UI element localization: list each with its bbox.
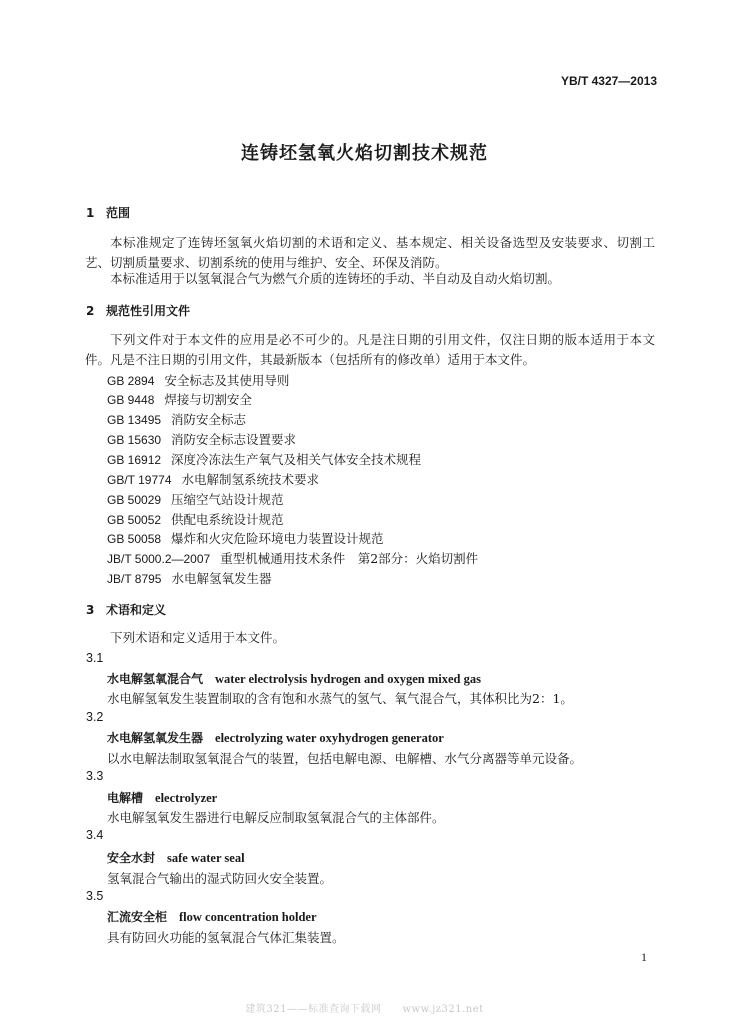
term-number: 3.3 <box>86 769 104 783</box>
section-1-para-2: 本标准适用于以氢氧混合气为燃气介质的连铸坯的手动、半自动及自动火焰切割。 <box>110 271 561 286</box>
reference-title: 安全标志及其使用导则 <box>164 373 290 388</box>
reference-title: 焊接与切割安全 <box>164 392 252 407</box>
term-definition: 水电解氢氧发生装置制取的含有饱和水蒸气的氢气、氧气混合气，其体积比为2：1。 <box>107 691 573 706</box>
reference-title: 爆炸和火灾危险环境电力装置设计规范 <box>171 531 384 546</box>
section-2-number: 2 <box>86 304 95 318</box>
term-name-en: water electrolysis hydrogen and oxygen mixed gas <box>215 672 481 686</box>
term-name <box>107 908 317 925</box>
page-number: 1 <box>641 950 647 964</box>
section-3-number: 3 <box>86 603 95 617</box>
term-name <box>107 789 217 806</box>
reference-code: JB/T 5000.2—2007 <box>107 552 211 566</box>
reference-item <box>107 450 421 468</box>
section-3-heading <box>86 601 166 618</box>
section-3-title: 术语和定义 <box>106 603 167 617</box>
reference-item <box>107 371 289 389</box>
reference-code: GB 50058 <box>107 532 162 546</box>
reference-title: 消防安全标志设置要求 <box>171 432 297 447</box>
term-definition: 具有防回火功能的氢氧混合气体汇集装置。 <box>107 930 345 945</box>
reference-code: GB/T 19774 <box>107 473 172 487</box>
term-name <box>107 849 245 866</box>
section-1-para-1 <box>85 233 655 272</box>
term-name-zh: 汇流安全柜 <box>107 910 168 924</box>
reference-title: 水电解氢氧发生器 <box>171 571 272 586</box>
reference-code: GB 2894 <box>107 374 155 388</box>
section-3-intro: 下列术语和定义适用于本文件。 <box>110 630 286 645</box>
section-2-heading <box>86 302 190 319</box>
term-definition: 氢氧混合气输出的湿式防回火安全装置。 <box>107 871 333 886</box>
reference-code: GB 50052 <box>107 513 162 527</box>
reference-title: 消防安全标志 <box>171 412 247 427</box>
reference-code: JB/T 8795 <box>107 572 162 586</box>
reference-title: 供配电系统设计规范 <box>171 512 284 527</box>
section-1-heading <box>86 204 130 221</box>
term-name <box>107 670 481 687</box>
section-2-title: 规范性引用文件 <box>106 304 191 318</box>
reference-item <box>107 569 272 587</box>
term-name-en: electrolyzing water oxyhydrogen generator <box>215 731 444 745</box>
term-name-en: safe water seal <box>167 851 245 865</box>
reference-item <box>107 549 478 567</box>
standard-code: YB/T 4327—2013 <box>560 74 657 88</box>
term-name-zh: 安全水封 <box>107 851 156 865</box>
reference-code: GB 9448 <box>107 393 155 407</box>
reference-title: 水电解制氢系统技术要求 <box>181 472 320 487</box>
site-watermark: 建筑321——标准查询下载网 www.jz321.net <box>245 1004 484 1015</box>
term-definition: 以水电解法制取氢氧混合气的装置，包括电解电源、电解槽、水气分离器等单元设备。 <box>107 751 583 766</box>
term-name <box>107 729 444 746</box>
reference-code: GB 15630 <box>107 433 162 447</box>
reference-code: GB 13495 <box>107 413 162 427</box>
term-name-zh: 水电解氢氧混合气 <box>107 672 204 686</box>
section-2-intro-text: 下列文件对于本文件的应用是必不可少的。凡是注日期的引用文件，仅注日期的版本适用于本文件。凡是不注日期的引用文件，其最新版本（包括所有的修改单）适用于本文件。 <box>85 332 655 367</box>
document-title: 连铸坯氢氧火焰切割技术规范 <box>241 143 488 164</box>
reference-item <box>107 490 284 508</box>
reference-item <box>107 510 284 528</box>
reference-item <box>107 529 384 547</box>
reference-item <box>107 430 296 448</box>
reference-title: 压缩空气站设计规范 <box>171 492 284 507</box>
section-1-para-1-text: 本标准规定了连铸坯氢氧火焰切割的术语和定义、基本规定、相关设备选型及安装要求、切割工艺、切割质量要求、切割系统的使用与维护、安全、环保及消防。 <box>85 235 655 270</box>
term-name-zh: 水电解氢氧发生器 <box>107 731 204 745</box>
reference-code: GB 50029 <box>107 493 162 507</box>
term-number: 3.5 <box>86 889 104 903</box>
reference-code: GB 16912 <box>107 453 162 467</box>
term-name-en: electrolyzer <box>155 791 218 805</box>
term-number: 3.2 <box>86 710 104 724</box>
term-definition: 水电解氢氧发生器进行电解反应制取氢氧混合气的主体部件。 <box>107 810 445 825</box>
term-number: 3.1 <box>86 651 104 665</box>
term-name-zh: 电解槽 <box>107 791 144 805</box>
term-name-en: flow concentration holder <box>179 910 317 924</box>
term-number: 3.4 <box>86 828 104 842</box>
section-1-title: 范围 <box>106 206 131 220</box>
reference-item <box>107 390 252 408</box>
reference-title: 深度冷冻法生产氧气及相关气体安全技术规程 <box>171 452 422 467</box>
reference-title: 重型机械通用技术条件 第2部分：火焰切割件 <box>220 551 479 566</box>
section-1-number: 1 <box>86 206 95 220</box>
reference-item <box>107 410 246 428</box>
section-2-intro <box>85 330 655 369</box>
reference-item <box>107 470 319 488</box>
